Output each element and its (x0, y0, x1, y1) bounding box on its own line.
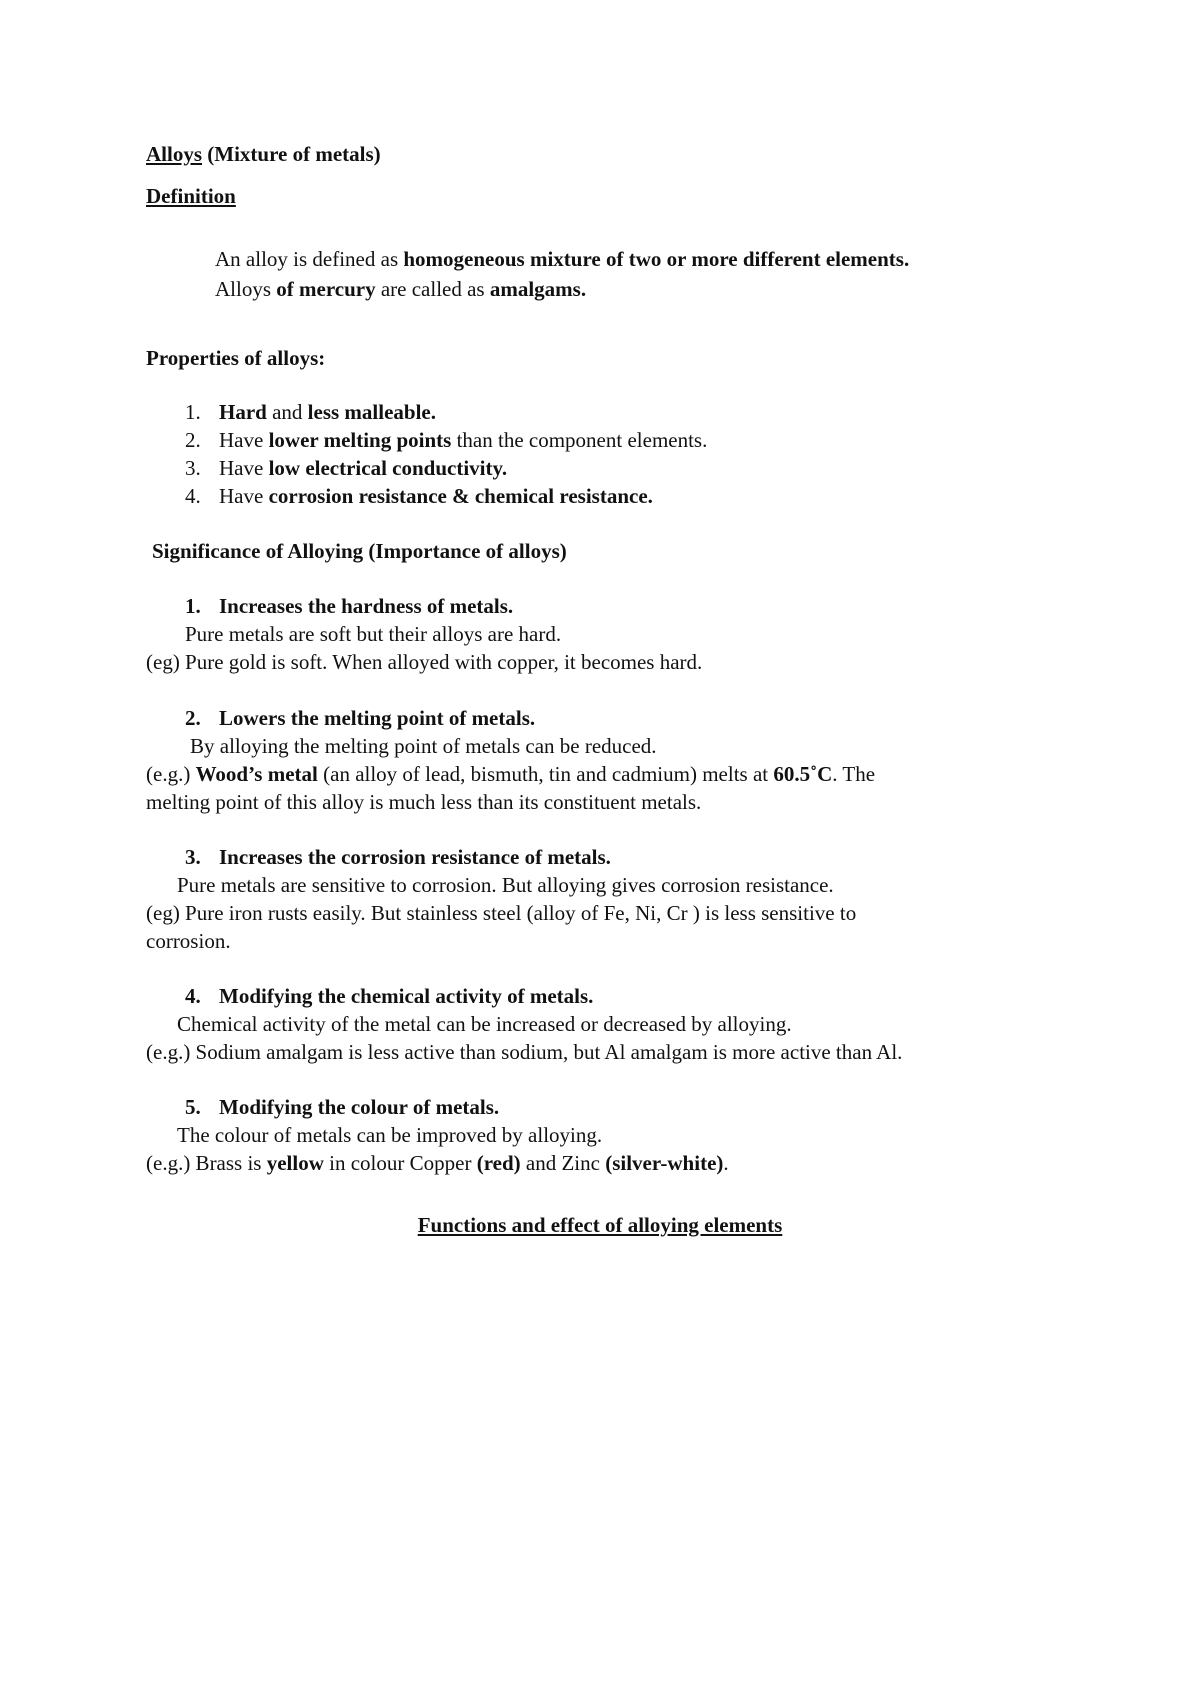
significance-item-text: Pure metals are sensitive to corrosion. But alloying gives corrosion resistance. (177, 873, 834, 897)
significance-item-title: 1. Increases the hardness of metals. (185, 594, 514, 618)
property-item: 4. Have corrosion resistance & chemical resistance. (185, 484, 653, 508)
significance-item-title: 5. Modifying the colour of metals. (185, 1095, 500, 1119)
significance-item-example: (e.g.) Wood’s metal (an alloy of lead, bismuth, tin and cadmium) melts at 60.5˚C. The (146, 762, 876, 786)
page-title (146, 140, 381, 168)
title-subtitle: (Mixture of metals) (202, 142, 381, 166)
property-item: 1. Hard and less malleable. (185, 400, 436, 424)
definition-line-1: An alloy is defined as homogeneous mixture of two or more different elements. (215, 247, 910, 271)
properties-heading: Properties of alloys: (146, 346, 326, 370)
significance-item-text: The colour of metals can be improved by alloying. (177, 1123, 603, 1147)
definition-line-2: Alloys of mercury are called as amalgams. (215, 277, 587, 301)
significance-item-text: By alloying the melting point of metals can be reduced. (190, 734, 657, 758)
significance-item-text: Pure metals are soft but their alloys are hard. (185, 622, 562, 646)
functions-heading: Functions and effect of alloying elements (417, 1213, 783, 1237)
significance-item-example: (e.g.) Brass is yellow in colour Copper (red) and Zinc (silver-white). (146, 1151, 729, 1175)
significance-item-example: (eg) Pure gold is soft. When alloyed with copper, it becomes hard. (146, 650, 703, 674)
significance-item-title: 3. Increases the corrosion resistance of metals. (185, 845, 611, 869)
definition-heading: Definition (146, 184, 236, 208)
significance-item-title: 2. Lowers the melting point of metals. (185, 706, 536, 730)
significance-item-example: melting point of this alloy is much less than its constituent metals. (146, 790, 702, 814)
significance-heading: Significance of Alloying (Importance of alloys) (152, 539, 567, 563)
significance-item-text: Chemical activity of the metal can be increased or decreased by alloying. (177, 1012, 792, 1036)
property-item: 3. Have low electrical conductivity. (185, 456, 508, 480)
significance-item-example: (eg) Pure iron rusts easily. But stainless steel (alloy of Fe, Ni, Cr ) is less sensitive to (146, 901, 857, 925)
property-item: 2. Have lower melting points than the component elements. (185, 428, 708, 452)
significance-item-title: 4. Modifying the chemical activity of metals. (185, 984, 594, 1008)
title-alloys: Alloys (146, 142, 203, 166)
significance-item-example: corrosion. (146, 929, 231, 953)
significance-item-example: (e.g.) Sodium amalgam is less active than sodium, but Al amalgam is more active than Al. (146, 1040, 903, 1064)
